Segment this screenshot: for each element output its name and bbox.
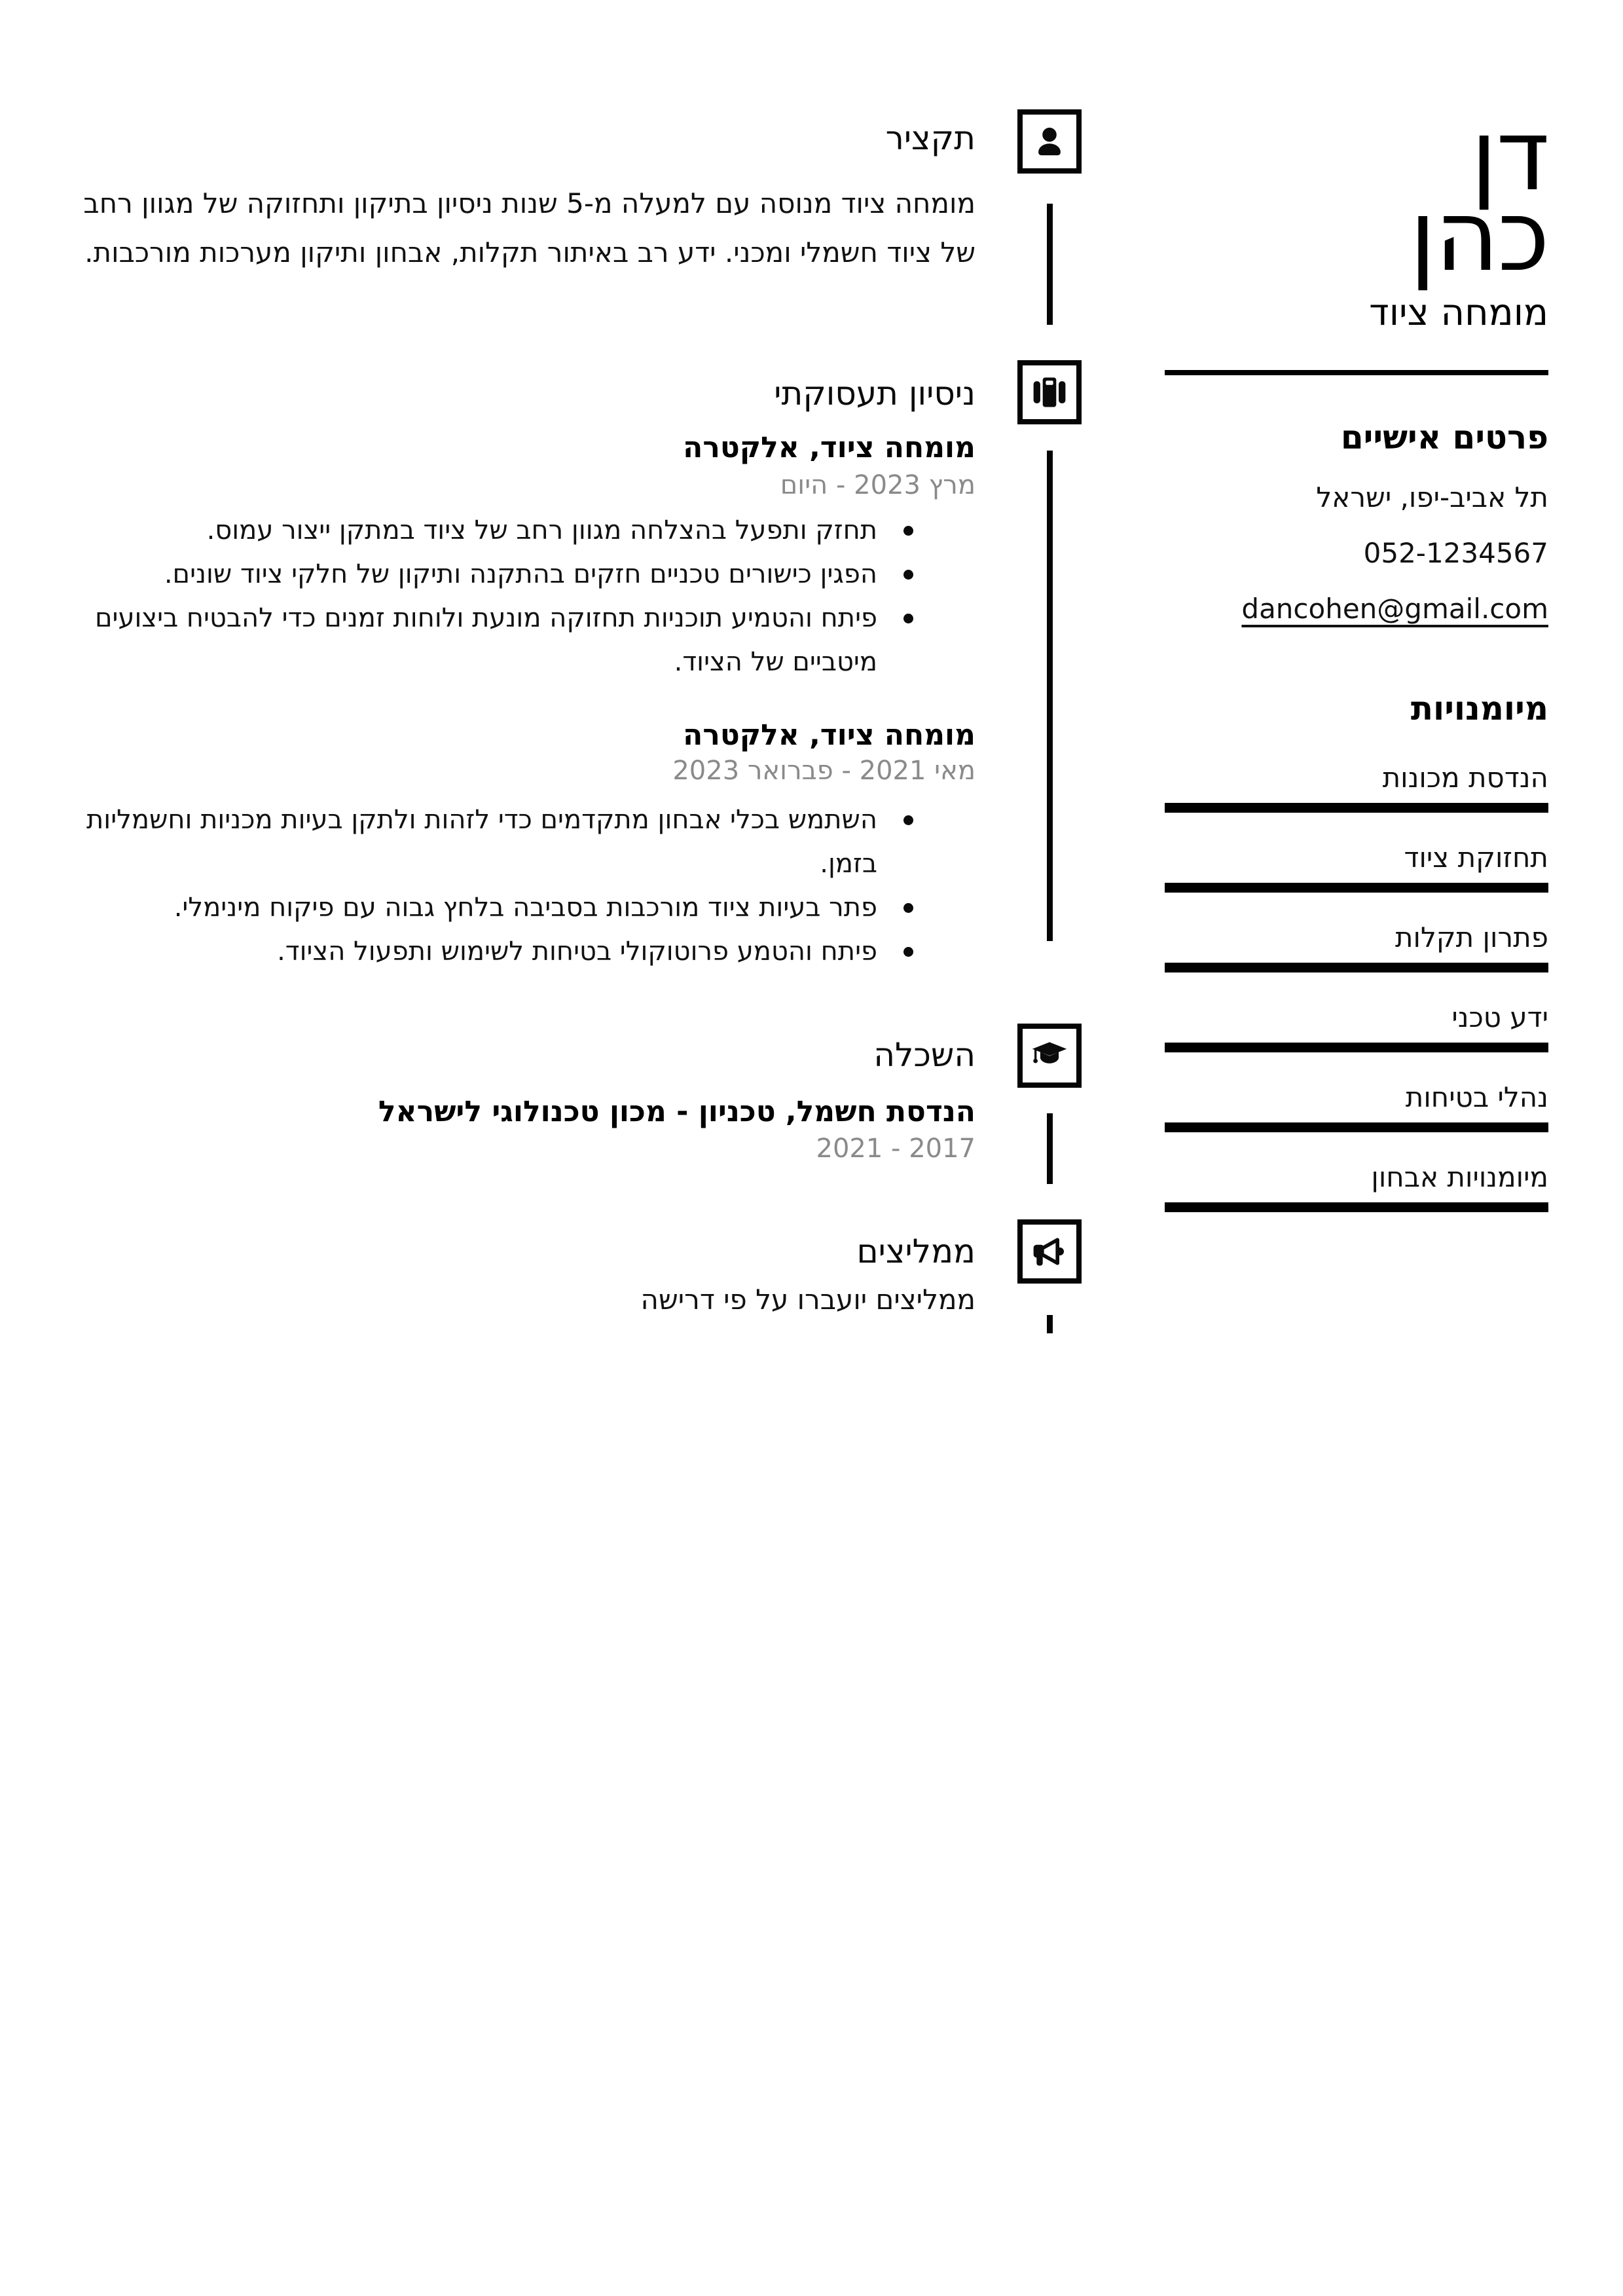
skill-label: פתרון תקלות [1395, 921, 1548, 954]
skill-item [1165, 1163, 1548, 1243]
skill-label: מיומנויות אבחון [1371, 1161, 1548, 1193]
skill-bar [1165, 963, 1548, 972]
job-bullet: פתר בעיות ציוד מורכבות בסביבה בלחץ גבוה עם פיקוח מינימלי. [65, 886, 976, 930]
contact-heading: פרטים אישיים [1340, 418, 1548, 456]
candidate-job-title: מומחה ציוד [1369, 291, 1548, 334]
skill-item [1165, 1083, 1548, 1163]
timeline-references-box [1017, 1219, 1082, 1284]
summary-text: מומחה ציוד מנוסה עם למעלה מ-5 שנות ניסיון בתיקון ותחזוקה של מגוון רחב של ציוד חשמלי ומכני. ידע רב באיתור תקלות, אבחון ותיקון מערכות מורכבות. [83, 187, 976, 268]
email-link[interactable]: dancohen@gmail.com [1241, 593, 1548, 625]
education-degree: הנדסת חשמל, טכניון - מכון טכנולוגי לישראל [378, 1095, 976, 1128]
skill-item [1165, 843, 1548, 923]
contact-phone: 052-1234567 [1363, 537, 1548, 569]
job-bullet-list [65, 798, 976, 974]
job-bullet: השתמש בכלי אבחון מתקדמים כדי לזהות ולתקן בעיות מכניות וחשמליות בזמן. [65, 798, 976, 886]
summary-heading: תקציר [885, 119, 976, 157]
first-name: דן [1470, 99, 1548, 213]
skill-bar [1165, 1122, 1548, 1132]
job-bullet-list [65, 509, 976, 684]
main-column [65, 0, 976, 2296]
job-bullet: פיתח והטמע פרוטוקולי בטיחות לשימוש ותפעול הציוד. [65, 930, 976, 974]
timeline-line-stub [1047, 1315, 1053, 1333]
experience-heading: ניסיון תעסוקתי [774, 375, 976, 413]
job-title: מומחה ציוד, אלקטרה [683, 718, 976, 752]
megaphone-icon [1030, 1232, 1069, 1271]
briefcase-icon [1030, 373, 1069, 412]
timeline-summary-box [1017, 109, 1082, 174]
skill-label: הנדסת מכונות [1382, 762, 1548, 794]
references-text: ממליצים יועברו על פי דרישה [640, 1284, 976, 1316]
contact-email [1165, 593, 1548, 625]
job-dates: מרץ 2023 - היום [780, 470, 976, 500]
education-dates: 2017 - 2021 [816, 1134, 976, 1164]
candidate-name [1165, 99, 1548, 293]
references-heading: ממליצים [856, 1232, 976, 1270]
timeline-line [1047, 451, 1053, 941]
skill-label: נהלי בטיחות [1405, 1081, 1548, 1113]
skills-heading: מיומנויות [1410, 690, 1548, 728]
timeline-experience-box [1017, 360, 1082, 424]
job-dates: מאי 2021 - פברואר 2023 [672, 756, 976, 786]
skills-list [1165, 764, 1548, 1243]
job-bullet: פיתח והטמיע תוכניות תחזוקה מונעת ולוחות זמנים כדי להבטיח ביצועים מיטביים של הציוד. [65, 597, 976, 684]
sidebar-divider [1165, 370, 1548, 375]
graduation-cap-icon [1030, 1036, 1069, 1075]
skill-item [1165, 1003, 1548, 1083]
sidebar [1165, 0, 1548, 2296]
job-bullet: תחזק ותפעל בהצלחה מגוון רחב של ציוד במתקן ייצור עמוס. [65, 509, 976, 553]
skill-label: ידע טכני [1451, 1001, 1548, 1033]
job-title: מומחה ציוד, אלקטרה [683, 431, 976, 464]
skill-label: תחזוקת ציוד [1404, 842, 1548, 874]
person-icon [1030, 122, 1069, 161]
skill-bar [1165, 883, 1548, 893]
contact-location: תל אביב-יפו, ישראל [1316, 481, 1548, 513]
last-name: כהן [1409, 179, 1548, 293]
timeline-education-box [1017, 1024, 1082, 1088]
timeline-line [1047, 1113, 1053, 1184]
skill-item [1165, 764, 1548, 843]
timeline-line [1047, 204, 1053, 325]
skill-bar [1165, 803, 1548, 813]
skill-bar [1165, 1043, 1548, 1052]
skill-item [1165, 923, 1548, 1003]
education-heading: השכלה [873, 1036, 976, 1074]
job-bullet: הפגין כישורים טכניים חזקים בהתקנה ותיקון של חלקי ציוד שונים. [65, 553, 976, 597]
skill-bar [1165, 1202, 1548, 1212]
